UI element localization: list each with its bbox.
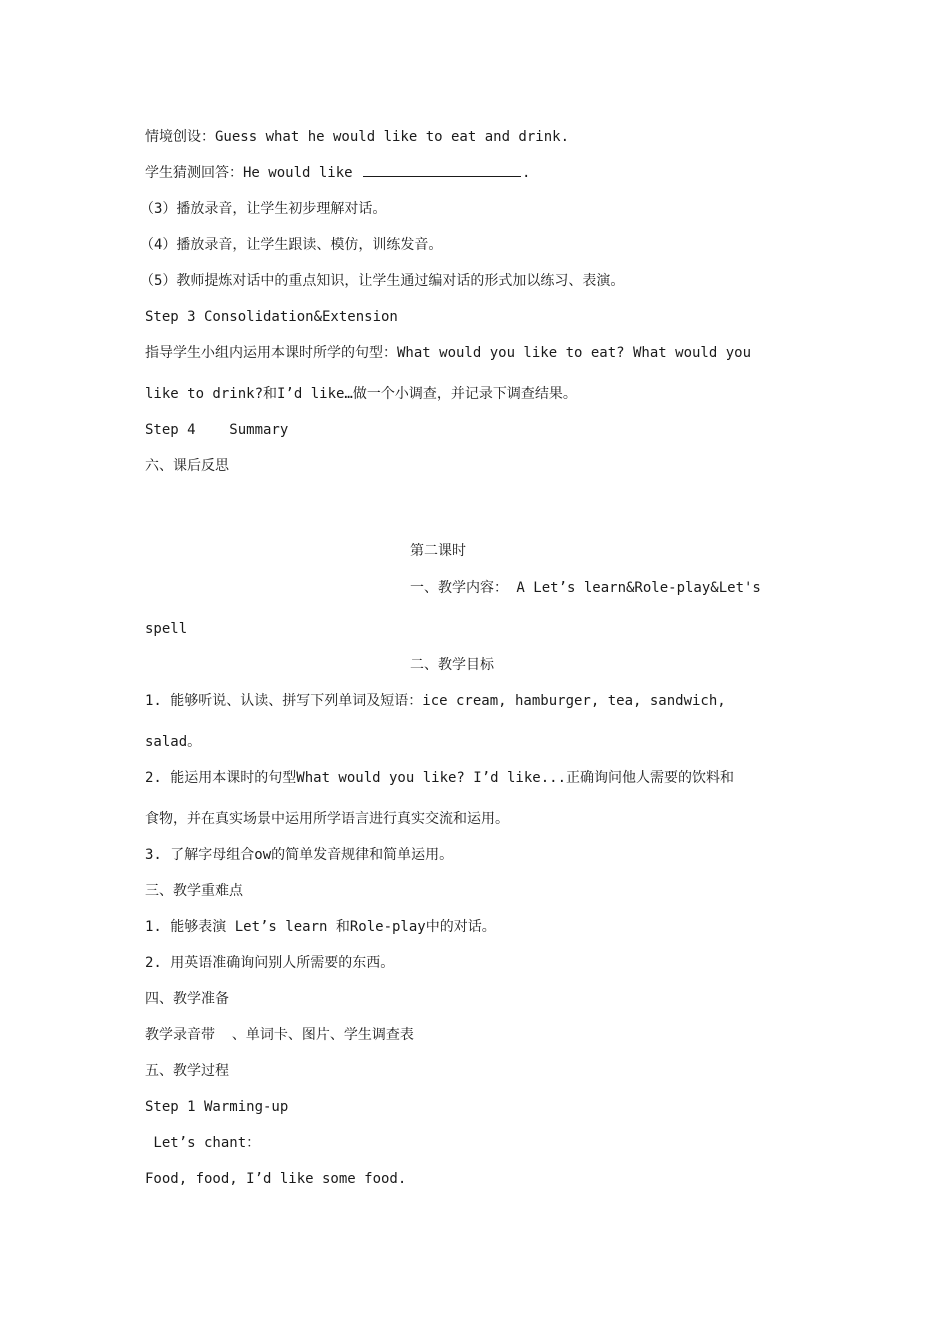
heading-step4-summary: Step 4 Summary <box>145 422 289 438</box>
heading-step1-warming-up: Step 1 Warming-up <box>145 1099 289 1115</box>
key-point-2: 2. 用英语准确询问别人所需要的东西。 <box>145 955 395 971</box>
heading-reflection: 六、课后反思 <box>145 458 229 474</box>
guess-suffix: . <box>522 165 531 181</box>
line-chant-text: Food, food, I’d like some food. <box>145 1171 407 1187</box>
key-point-1: 1. 能够表演 Let’s learn 和Role-play中的对话。 <box>145 919 496 935</box>
line-preparation-items: 教学录音带 、单词卡、图片、学生调查表 <box>145 1027 414 1043</box>
line-teaching-content-cont: spell <box>145 621 188 637</box>
goal-1: 1. 能够听说、认读、拼写下列单词及短语：ice cream, hamburger, tea, sandwich, <box>145 693 726 709</box>
heading-teaching-content: 一、教学内容： A Let’s learn&Role-play&Let's <box>410 580 761 596</box>
goal-2-cont: 食物，并在真实场景中运用所学语言进行真实交流和运用。 <box>145 811 509 827</box>
line-lets-chant: Let’s chant： <box>145 1135 261 1151</box>
line-guide-survey: 指导学生小组内运用本课时所学的句型：What would you like to eat? What would you <box>145 345 752 361</box>
line-student-guess <box>145 164 530 182</box>
answer-blank <box>363 164 521 177</box>
heading-step3-consolidation: Step 3 Consolidation&Extension <box>145 309 398 325</box>
goal-2: 2. 能运用本课时的句型What would you like? I’d like...正确询问他人需要的饮料和 <box>145 770 735 786</box>
line-guide-survey-cont: like to drink?和I’d like…做一个小调查，并记录下调查结果。 <box>145 386 577 402</box>
line-step-4: （4）播放录音，让学生跟读、模仿，训练发音。 <box>140 237 443 253</box>
heading-key-points: 三、教学重难点 <box>145 883 243 899</box>
heading-preparation: 四、教学准备 <box>145 991 229 1007</box>
lesson-title: 第二课时 <box>410 543 466 559</box>
goal-3: 3. 了解字母组合ow的简单发音规律和简单运用。 <box>145 847 454 863</box>
heading-teaching-goals: 二、教学目标 <box>410 657 494 673</box>
guess-prefix: 学生猜测回答：He would like <box>145 165 362 181</box>
line-step-3: （3）播放录音，让学生初步理解对话。 <box>140 201 387 217</box>
line-scenario: 情境创设：Guess what he would like to eat and drink. <box>145 129 570 145</box>
goal-1-cont: salad。 <box>145 734 202 750</box>
heading-teaching-process: 五、教学过程 <box>145 1063 229 1079</box>
line-step-5: （5）教师提炼对话中的重点知识，让学生通过编对话的形式加以练习、表演。 <box>140 273 625 289</box>
